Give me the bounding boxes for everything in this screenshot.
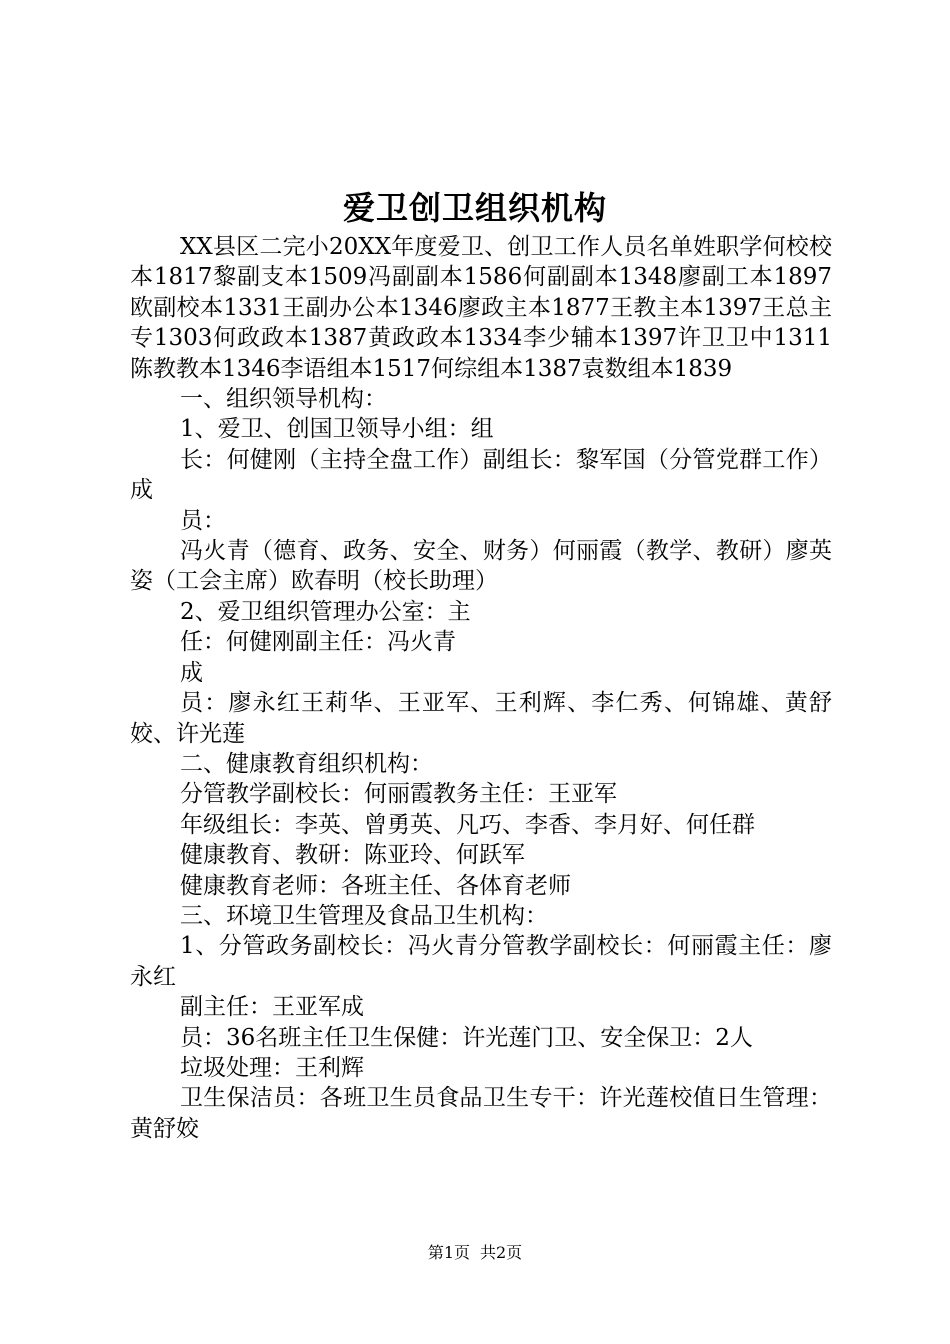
paragraph: 卫生保洁员：各班卫生员食品卫生专干：许光莲校值日生管理：黄舒姣 <box>130 1085 832 1142</box>
paragraph: 1、爱卫、创国卫领导小组：组 <box>180 416 494 443</box>
page-total: 共2页 <box>480 1243 523 1262</box>
paragraph: 员：36名班主任卫生保健：许光莲门卫、安全保卫：2人 <box>180 1024 753 1051</box>
paragraph: 成 <box>180 659 203 686</box>
paragraph: 1、分管政务副校长：冯火青分管教学副校长：何丽霞主任：廖永红 <box>130 933 832 990</box>
page-number: 第1页 <box>427 1243 470 1262</box>
document-title: 爱卫创卫组织机构 <box>342 189 607 227</box>
paragraph: 副主任：王亚军成 <box>180 994 364 1021</box>
paragraph: 年级组长：李英、曾勇英、凡巧、李香、李月好、何任群 <box>180 811 755 838</box>
paragraph: 员：廖永红王莉华、王亚军、王利辉、李仁秀、何锦雄、黄舒姣、许光莲 <box>130 690 832 747</box>
paragraph: 冯火青（德育、政务、安全、财务）何丽霞（教学、教研）廖英姿（工会主席）欧春明（校长助理） <box>130 538 832 595</box>
page-footer <box>0 1242 950 1264</box>
staff-list-paragraph: XX县区二完小20XX年度爱卫、创卫工作人员名单姓职学何校校本1817黎副支本1509冯副副本1586何副副本1348廖副工本1897欧副校本1331王副办公本1346廖政主本1877王教主本1397王总主专1303何政政本1387黄政政本1334李少辅本1397许卫卫中1311陈教教本1346李语组本1517何综组本1387袁数组本1839 <box>130 234 832 382</box>
document-body <box>130 232 832 1144</box>
paragraph: 健康教育老师：各班主任、各体育老师 <box>180 872 571 899</box>
paragraph: 任：何健刚副主任：冯火青 <box>180 629 456 656</box>
paragraph: 垃圾处理：王利辉 <box>180 1054 364 1081</box>
paragraph: 长：何健刚（主持全盘工作）副组长：黎军国（分管党群工作）成 <box>130 446 832 504</box>
section-heading-1: 一、组织领导机构： <box>180 386 387 413</box>
paragraph: 员： <box>180 507 226 534</box>
section-heading-3: 三、环境卫生管理及食品卫生机构： <box>180 902 548 929</box>
paragraph: 2、爱卫组织管理办公室：主 <box>180 598 471 625</box>
paragraph: 健康教育、教研：陈亚玲、何跃军 <box>180 842 525 869</box>
section-heading-2: 二、健康教育组织机构： <box>180 750 433 777</box>
paragraph: 分管教学副校长：何丽霞教务主任：王亚军 <box>180 781 617 808</box>
